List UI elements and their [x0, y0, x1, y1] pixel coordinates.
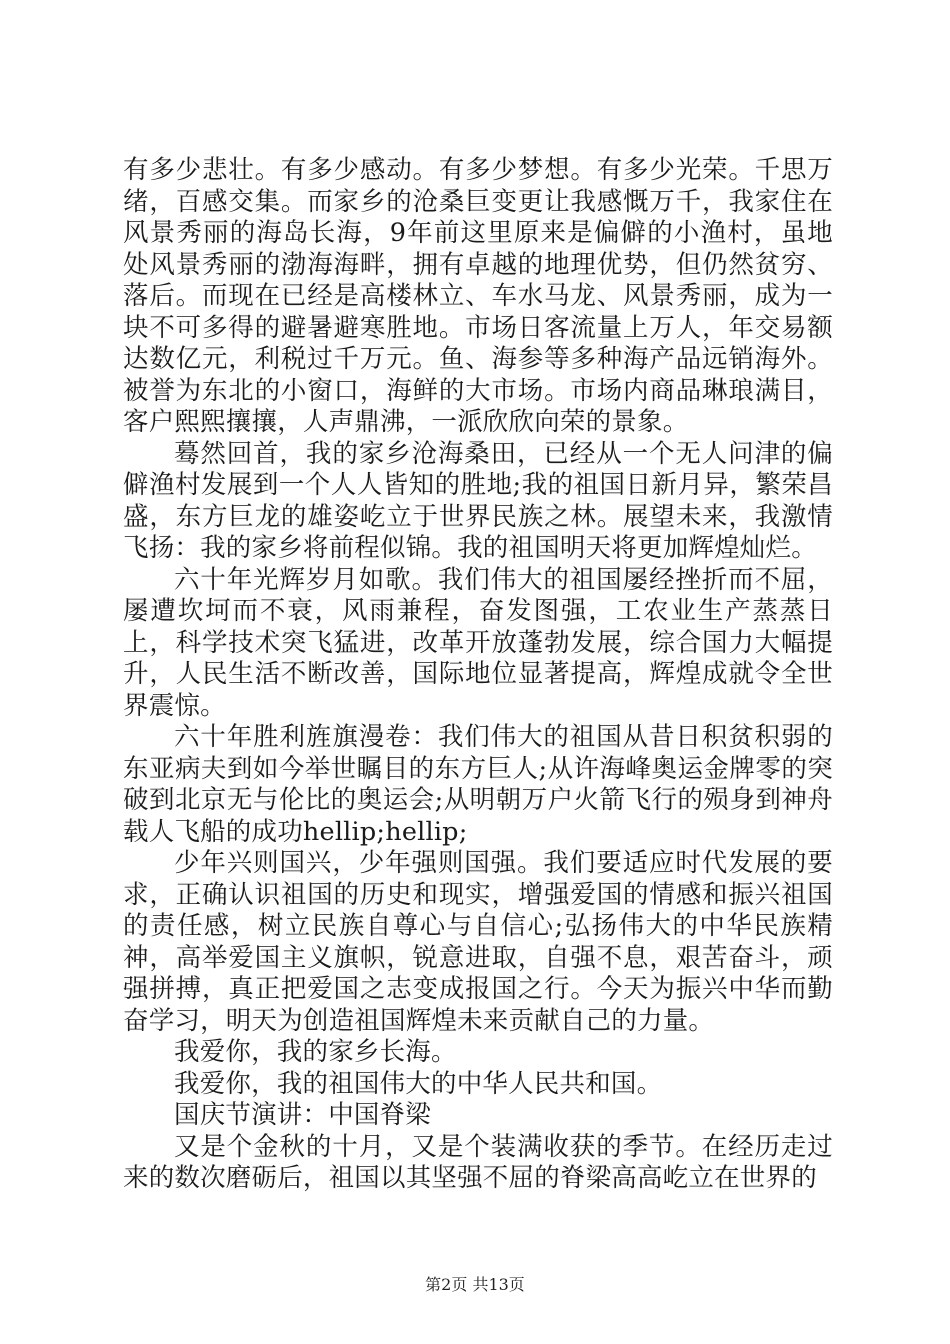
paragraph-5: 少年兴则国兴，少年强则国强。我们要适应时代发展的要求，正确认识祖国的历史和现实，增强爱国的情感和振兴祖国的责任感，树立民族自尊心与自信心;弘扬伟大的中华民族精神，高举爱国主义旗帜，锐意进取，自强不息，艰苦奋斗，顽强拼搏，真正把爱国之志变成报国之行。今天为振兴中华而勤奋学习，明天为创造祖国辉煌未来贡献自己的力量。: [123, 848, 833, 1036]
paragraph-1: 有多少悲壮。有多少感动。有多少梦想。有多少光荣。千思万绪，百感交集。而家乡的沧桑巨变更让我感慨万千，我家住在风景秀丽的海岛长海，9年前这里原来是偏僻的小渔村，虽地处风景秀丽的渤海海畔，拥有卓越的地理优势，但仍然贫穷、落后。而现在已经是高楼林立、车水马龙、风景秀丽，成为一块不可多得的避暑避寒胜地。市场日客流量上万人，年交易额达数亿元，利税过千万元。鱼、海参等多种海产品远销海外。被誉为东北的小窗口，海鲜的大市场。市场内商品琳琅满目，客户熙熙攘攘，人声鼎沸，一派欣欣向荣的景象。: [123, 155, 833, 437]
paragraph-2: 蓦然回首，我的家乡沧海桑田，已经从一个无人问津的偏僻渔村发展到一个人人皆知的胜地;我的祖国日新月异，繁荣昌盛，东方巨龙的雄姿屹立于世界民族之林。展望未来，我激情飞扬：我的家乡将前程似锦。我的祖国明天将更加辉煌灿烂。: [123, 438, 833, 563]
paragraph-8-heading: 国庆节演讲：中国脊梁: [174, 1100, 432, 1130]
paragraph-3: 六十年光辉岁月如歌。我们伟大的祖国屡经挫折而不屈，屡遭坎坷而不衰，风雨兼程，奋发图强，工农业生产蒸蒸日上，科学技术突飞猛进，改革开放蓬勃发展，综合国力大幅提升，人民生活不断改善，国际地位显著提高，辉煌成就令全世界震惊。: [123, 564, 833, 721]
paragraph-7: 我爱你，我的祖国伟大的中华人民共和国。: [174, 1068, 663, 1099]
paragraph-6: 我爱你，我的家乡长海。: [174, 1037, 457, 1067]
paragraph-4: 六十年胜利旌旗漫卷：我们伟大的祖国从昔日积贫积弱的东亚病夫到如今举世瞩目的东方巨人;从许海峰奥运金牌零的突破到北京无与伦比的奥运会;从明朝万户火箭飞行的殒身到神舟载人飞船的成功hellip;hellip;: [123, 722, 833, 847]
paragraph-9: 又是个金秋的十月，又是个装满收获的季节。在经历走过来的数次磨砺后，祖国以其坚强不屈的脊梁高高屹立在世界的: [123, 1131, 833, 1193]
page-number-footer: 第2页 共13页: [425, 1275, 525, 1294]
document-body: [123, 155, 833, 1195]
